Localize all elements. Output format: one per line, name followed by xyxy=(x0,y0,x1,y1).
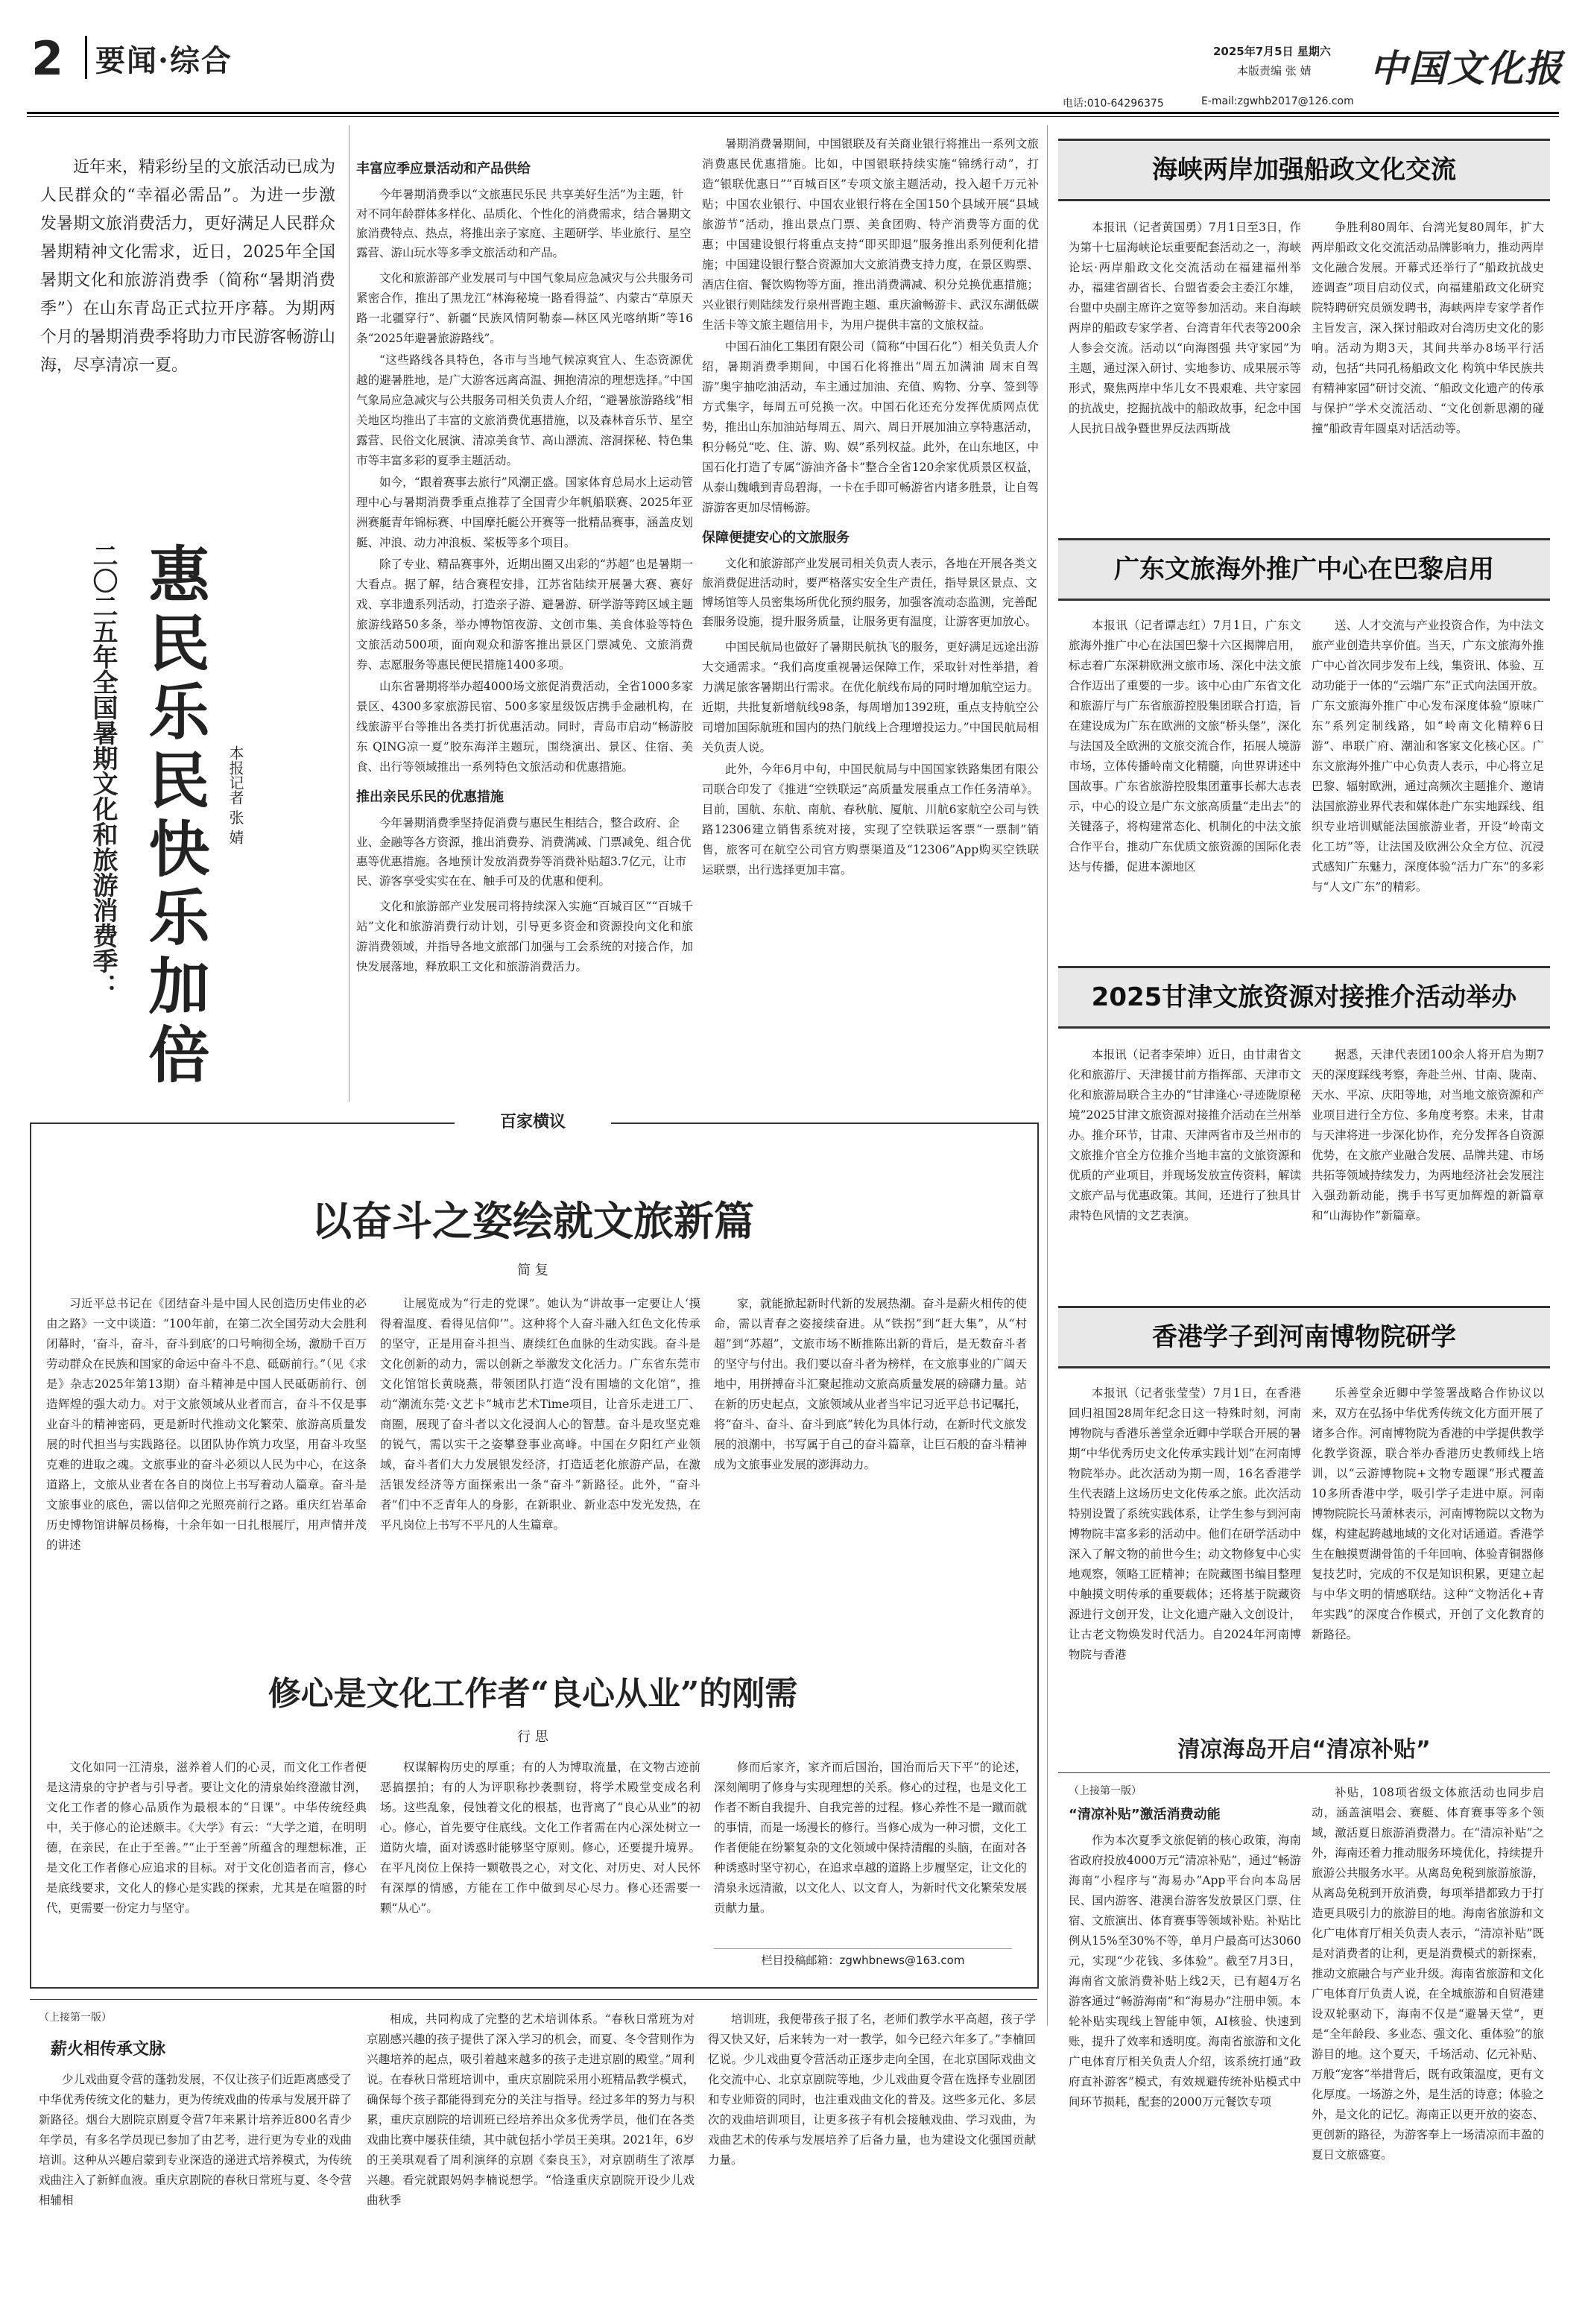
lead-intro xyxy=(40,154,335,511)
paragraph: 家，就能掀起新时代新的发展热潮。奋斗是薪火相传的使命，需以青春之姿接续奋进。从“铁拐”到“赶大集”，从“村超”到“苏超”，文旅市场不断推陈出新的背后，是无数奋斗者的坚守与付出。我们要以奋斗者为榜样，在文旅事业的广阔天地中，用拼搏奋斗汇聚起推动文旅高质量发展的磅礴力量。站在新的历史起点，文旅领域从业者当牢记习近平总书记嘱托，将“奋斗、奋斗、奋斗到底”转化为具体行动，在新时代文旅发展的浪潮中，书写属于自己的奋斗篇章，让巨石般的奋斗精神成为文旅事业发展的澎湃动力。 xyxy=(714,1297,1027,1471)
subhead-supply-lead: 今年暑期消费季以“文旅惠民乐民 共享美好生活”为主题，针对不同年龄群体多样化、品质化、个性化的消费需求，结合暑期文旅消费特点、热点，将推出亲子家庭、主题研学、毕业旅行、星空露营、游山玩水等多季文旅活动和产品。 xyxy=(356,188,692,259)
bottom-col2 xyxy=(367,2009,695,2300)
continued-note: （上接第一版） xyxy=(1069,1785,1142,1797)
story-headline: 海峡两岸加强船政文化交流 xyxy=(1058,139,1550,201)
newspaper-logo: 中国文化报 xyxy=(1370,46,1563,90)
paragraph: 据悉，天津代表团100余人将开启为期7天的深度踩线考察，奔赴兰州、甘南、陇南、天水、平凉、庆阳等地，对当地文旅资源和产业项目进行全方位、多角度考察。未来，甘肃与天津将进一步深化协作，充分发挥各自资源优势，在文旅产业融合发展、品牌共建、市场共拓等领域持续发力，为两地经济社会发展注入强劲新动能，携手书写更加辉煌的新篇章和“山海协作”新篇章。 xyxy=(1312,1048,1544,1222)
paragraph: 让展览成为“行走的党课”。她认为“讲故事一定要让人‘摸得着温度、看得见信仰’”。这种将个人奋斗融入红色文化传承的坚守，正是用奋斗担当、赓续红色血脉的生动实践。奋斗是文化创新的动力，需以创新之举激发文化活力。广东省东莞市文化馆馆长黄晓燕，带领团队打造“没有围墙的文化馆”，推动“潮流东莞·文艺卡”城市艺术Time项目，让音乐走进工厂、商圈，展现了奋斗者以文化浸润人心的智慧。奋斗是攻坚克难的锐气，需以实干之姿攀登事业高峰。中国在夕阳红产业领域，奋斗者们大力发展银发经济，打造适老化旅游产品，在激活银发经济等方面探索出一条“奋斗”新路径。此外，“奋斗者”们中不乏青年人的身影，在新职业、新业态中发光发热，在平凡岗位上书写不平凡的人生篇章。 xyxy=(380,1297,700,1532)
paragraph: 此外，今年6月中旬，中国民航局与中国国家铁路集团有限公司联合印发了《推进“空铁联运”高质量发展重点工作任务清单》。目前，国航、东航、南航、春秋航、厦航、川航6家航空公司与铁路12306建立销售系统对接，实现了空铁联运客票“一票制”销售，旅客可在航空公司官方购票渠道及“12306”App购买空铁联运联票，出行选择更加丰富。 xyxy=(702,762,1039,877)
paragraph: 习近平总书记在《团结奋斗是中国人民创造历史伟业的必由之路》一文中谈道：“100年前，在第二次全国劳动大会胜利闭幕时，‘奋斗，奋斗，奋斗到底’的口号响彻全场，激励千百万劳动群众在民族和国家的命运中奋斗不息、砥砺前行。”（见《求是》杂志2025年第13期）奋斗精神是中国人民砥砺前行、创造辉煌的强大动力。对于文旅领域从业者而言，奋斗不仅是事业奋斗的精神密码，更是新时代推动文化繁荣、旅游高质量发展的时代担当与实践路径。以团队协作筑力攻坚，用奋斗攻坚克难的进取之魂。文旅事业的奋斗必须以人民为中心，在这条道路上，文旅从业者在各自的岗位上书写着动人篇章。奋斗是文旅事业的底色，需以信仰之光照亮前行之路。重庆红岩革命历史博物馆讲解员杨梅，十余年如一日扎根展厅，用声情并茂的讲述 xyxy=(46,1297,367,1552)
paragraph: 修而后家齐，家齐而后国治，国治而后天下平”的论述，深刻阐明了修身与实现理想的关系。修心的过程，也是文化工作者不断自我提升、自我完善的过程。修心养性不是一蹴而就的事情，而是一场漫长的修行。当修心成为一种习惯，文化工作者便能在纷繁复杂的文化领域中保持清醒的头脑，在面对各种诱惑时坚守初心，在追求卓越的道路上步履坚定，让文化的清泉永远清澈，以文化人、以文育人，为新时代文化繁荣发展贡献力量。 xyxy=(714,1761,1027,1915)
paragraph: 除了专业、精品赛事外，近期出圈又出彩的“苏超”也是暑期一大看点。据了解，结合赛程安排，江苏省陆续开展暑大赛、赛好戏、享非遗系列活动，打造亲子游、避暑游、研学游等跨区域主题旅游线路50多条，举办博物馆夜游、文创市集、美食体验等特色文旅活动500项，面向观众和游客推出景区门票减免、文旅消费券、志愿服务等惠民便民措施1400多项。 xyxy=(356,558,693,672)
paragraph: 补贴，108项省级文体旅活动也同步启动，涵盖演唱会、赛艇、体育赛事等多个领域，激活夏日旅游消费潜力。在“清凉补贴”之外，海南还着力推动服务环境优化，持续提升旅游公共服务水平。从离岛免税到旅游旅游，从离岛免税到开放消费，每项举措都致力于打造更具吸引力的旅游目的地。海南省旅游和文化广电体育厅相关负责人表示，“清凉补贴”既是对消费者的让利，更是消费模式的新探索，推动文旅融合与产业升级。海南省旅游和文化广电体育厅负责人说，在全城旅游和自贸港建设双轮驱动下，海南不仅是“避暑天堂”，更是“全年龄段、多业态、强文化、重体验”的旅游目的地。这个夏天，千场活动、亿元补贴、万般“宠客”举措背后，既有政策温度，更有文化厚度。一场游之外，是生活的诗意；体验之外，是文化的记忆。海南正以更开放的姿态、更创新的路径，为游客奉上一场清凉而丰盈的夏日文旅盛宴。 xyxy=(1312,1786,1544,2162)
hainan-col1 xyxy=(1069,1783,1301,2305)
story-body xyxy=(1069,616,1301,944)
main-byline: 本报记者 张 婧 xyxy=(227,745,244,844)
story-body xyxy=(1312,616,1544,944)
story-headline: 广东文旅海外推广中心在巴黎启用 xyxy=(1058,538,1550,601)
main-story-col1 xyxy=(356,149,693,1111)
divider xyxy=(1047,125,1048,2026)
paragraph: 少儿戏曲夏令营的蓬勃发展，不仅让孩子们近距离感受了中华优秀传统文化的魅力，更为传统戏曲的传承与发展开辟了新路径。烟台大剧院京剧夏令营7年来累计培养近800名青少年学员，有多名学员现已参加了由艺考，进行更为专业的戏曲培训。这种从兴趣启蒙到专业深造的递进式培养模式，为传统戏曲注入了新鲜血液。重庆京剧院的春秋日常班与夏、冬令营相辅相 xyxy=(39,2073,352,2207)
paragraph: 中国民航局也做好了暑期民航执飞的服务，更好满足远途出游大交通需求。“我们高度重视暑运保障工作，采取针对性举措，着力满足旅客暑期出行需求。在优化航线布局的同时增加航空运力。近期，共批复新增航线98条，每周增加1392班，重点支持航空公司增加国际航班和国内的热门航线上合理增投运力。”中国民航局相关负责人说。 xyxy=(702,640,1039,754)
editors: 本版责编 张 婧 xyxy=(1237,64,1312,78)
paragraph: 相成，共同构成了完整的艺术培训体系。“春秋日常班为对京剧感兴趣的孩子提供了深入学习的机会，而夏、冬令营则作为兴趣培养的起点，吸引着越来越多的孩子走进京剧的殿堂。”周利说。在春秋日常班培训中，重庆京剧院采用小班精品教学模式，确保每个孩子都能得到充分的关注与指导。经过多年的努力与积累，重庆京剧院的培训班已经培养出众多优秀学员，他们在各类戏曲比赛中屡获佳绩，其中就包括小学员王美琪。2021年，6岁的王美琪观看了周利演绎的京剧《秦良玉》，对京剧萌生了浓厚兴趣。看完就跟妈妈李楠说想学。“恰逢重庆京剧院开设少儿戏曲秋季 xyxy=(367,2012,695,2207)
main-story-col2 xyxy=(702,134,1039,1111)
paragraph: 本报讯（记者李荣坤）近日，由甘肃省文化和旅游厅、天津援甘前方指挥部、天津市文化和旅游局联合主办的“甘津逢心·寻迹陇原秘境”2025甘津文旅资源对接推介活动在兰州举办。推介环节，甘肃、天津两省市及兰州市的文旅推介官全方位推介当地丰富的文旅资源和优质的产业项目，并现场发放宣传资料，解读文旅产品与优惠政策。其间，还进行了独具甘肃特色风情的文艺表演。 xyxy=(1069,1048,1301,1222)
paragraph: 暑期消费暑期间，中国银联及有关商业银行将推出一系列文旅消费惠民优惠措施。比如，中国银联持续实施“锦绣行动”，打造“银联优惠日”“百城百区”专项文旅主题活动，投入超千万元补贴；中国农业银行、中国农业银行将在全国150个县域开展“县域旅游节”活动，推出景点门票、美食团购、特产消费等方面的优惠；中国建设银行将重点支持“即买即退”服务推出系列便利化措施；中国建设银行整合资源加大文旅消费支持力度，在景区购票、酒店住宿、餐饮购物等方面，推出消费满减、积分兑换优惠措施；兴业银行则陆续发行泉州晋跑主题、重庆渝畅游卡、武汉东湖低碳生活卡等文旅主题信用卡，为用户提供丰富的文旅权益。 xyxy=(702,137,1039,332)
opinion-email: 栏目投稿邮箱：zgwhbnews@163.com xyxy=(714,1948,1012,1968)
continued-note: （上接第一版） xyxy=(39,2012,112,2024)
opinion1-col xyxy=(714,1294,1027,1611)
contact-phone: 电话:010-64296375 xyxy=(1063,98,1164,110)
hainan-col2 xyxy=(1312,1783,1544,2305)
story-body xyxy=(1069,1045,1301,1291)
paragraph: 文化如同一江清泉，滋养着人们的心灵，而文化工作者便是这清泉的守护者与引导者。要让文化的清泉始终澄澈甘洌，文化工作者的修心品质作为最根本的“日课”。中华传统经典中，关于修心的论述颇丰。《大学》有云：“大学之道，在明明德，在亲民，在止于至善。”“止于至善”所蕴含的理想标准，正是文化工作者修心应追求的目标。对于文化创造者而言，修心是底线要求，文化人的修心是实践的探索，尤其是在喧嚣的时代，更需要一份定力与坚守。 xyxy=(46,1761,367,1915)
section-title: 要闻·综合 xyxy=(95,43,232,78)
opinion2-col xyxy=(46,1758,367,1975)
paragraph: 乐善堂余近卿中学签署战略合作协议以来，双方在弘扬中华优秀传统文化方面开展了诸多合作。河南博物院为香港的中学提供教学化教学资源，联合举办香港历史教师线上培训，以“云游博物院+文物专题课”形式覆盖10多所香港中学，吸引学子走进中原。河南博物院院长马萧林表示，河南博物院以文物为媒，构建起跨越地域的文化对话通道。香港学生在触摸贾湖骨笛的千年回响、体验青铜器修复技艺时，完成的不仅是知识积累，更建立起与中华文明的情感联结。这种“文物活化+青年实践”的深度合作模式，开创了文化教育的新路径。 xyxy=(1312,1386,1544,1641)
paragraph: 如今，“跟着赛事去旅行”风潮正盛。国家体育总局水上运动管理中心与暑期消费季重点推荐了全国青少年帆船联赛、2025年亚洲赛艇青年锦标赛、中国摩托艇公开赛等一批精品赛事，涵盖皮划艇、冲浪、动力冲浪板、桨板等多个项目。 xyxy=(356,476,693,549)
page-number-divider xyxy=(85,36,87,79)
subhead-services: 保障便捷安心的文旅服务 xyxy=(702,530,850,546)
paragraph: 争胜利80周年、台湾光复80周年，扩大两岸船政文化交流活动品牌影响力，推动两岸文化融合发展。开幕式还举行了“船政抗战史迹调查”项目启动仪式，向福建船政文化研究院特聘研究员颁发聘书，海峡两岸专家学者作主旨发言，深入探讨船政对台湾历史文化的影响。活动为期3天，其间共举办8场平行活动，包括“共同孔杨船政文化 构筑中华民族共有精神家园”研讨交流、“船政文化遗产的传承与保护”学术交流活动、“文化创新思潮的碰撞”船政青年圆桌对话活动等。 xyxy=(1312,221,1544,435)
page-number: 2 xyxy=(31,31,64,86)
masthead-rule-thin xyxy=(27,116,1559,117)
paragraph: 本报讯（记者谭志红）7月1日，广东文旅海外推广中心在法国巴黎十六区揭牌启用，标志着广东深耕欧洲文旅市场、深化中法文旅合作迈出了重要的一步。该中心由广东省文化和旅游厅与广东省旅游控股集团联合打造，旨在建设成为广东在欧洲的文旅“桥头堡”，深化与法国及全欧洲的文旅交流合作，拓展人境游市场，立体传播岭南文化精髓，向世界讲述中国故事。广东省旅游控股集团董事长郝大志表示，中心的设立是广东文旅高质量“走出去”的关键落子，将构建常态化、机制化的中法文旅合作平台，推动广东优质文旅资源的国际化表达与传播，促进本源地区 xyxy=(1069,619,1301,874)
lead-intro-text: 近年来，精彩纷呈的文旅活动已成为人民群众的“幸福必需品”。为进一步激发暑期文旅消费活力，更好满足人民群众暑期精神文化需求，近日，2025年全国暑期文化和旅游消费季（简称“暑期消费季”）在山东青岛正式拉开序幕。为期两个月的暑期消费季将助力市民游客畅游山海，尽享清凉一夏。 xyxy=(40,158,335,375)
paragraph: 文化和旅游部产业发展司将持续深入实施“百城百区”“百城千站”文化和旅游消费行动计划，引导更多资金和资源投向文化和旅游消费领域，并指导各地文旅部门加强与工会系统的对接合作，加快发展落地，释放职工文化和旅游消费活力。 xyxy=(356,900,693,973)
bottom-rule xyxy=(30,1999,1037,2000)
paragraph: 本报讯（记者黄国勇）7月1日至3日，作为第十七届海峡论坛重要配套活动之一，海峡论坛·两岸船政文化交流活动在福建福州举办，福建省副省长、台盟省委会主委江尔雄，台盟中央副主席许之宽等参加活动。来自海峡两岸的船政专家学者、台湾青年代表等200余人参会交流。活动以“向海图强 共守家园”为主题，通过深入研讨、实地参访、成果展示等形式，聚焦两岸中华儿女不畏艰难、共守家园的抗战史，挖掘抗战中的船政故事，纪念中国人民抗日战争暨世界反法西斯战 xyxy=(1069,221,1301,435)
contact-email: E-mail:zgwhb2017@126.com xyxy=(1201,95,1354,107)
story-headline: 2025甘津文旅资源对接推介活动举办 xyxy=(1058,966,1550,1029)
issue-date: 2025年7月5日 星期六 xyxy=(1213,45,1331,58)
paragraph: 文化和旅游部产业发展司与中国气象局应急减灾与公共服务司紧密合作，推出了黑龙江“林海秘境一路看得益”、内蒙古“草原天路一北疆穿行”、新疆“民族风情阿勒泰—林区风光喀纳斯”等16条“2025年避暑旅游路线”。 xyxy=(356,271,693,345)
paragraph: 培训班，我便带孩子报了名，老师们教学水平高超，孩子学得又快又好，后来转为一对一教学，如今已经六年多了。”李楠回忆说。少儿戏曲夏令营活动正逐步走向全国，在北京国际戏曲文化交流中心、北京京剧院等地，少儿戏曲夏令营在选择专业剧团和专业师资的同时，也注重戏曲文化的普及。这些多元化、多层次的戏曲培训项目，让更多孩子有机会接触戏曲、学习戏曲，为戏曲艺术的传承与发展培养了后备力量，也为建设文化强国贡献力量。 xyxy=(708,2012,1036,2167)
opinion-author-2: 行 思 xyxy=(517,1729,548,1745)
opinion2-col xyxy=(380,1758,700,1975)
main-kicker: 二〇二五年全国暑期文化和旅游消费季： xyxy=(88,543,118,999)
story-body xyxy=(1312,218,1544,531)
story-headline: 香港学子到河南博物院研学 xyxy=(1058,1306,1550,1368)
subhead-discounts: 推出亲民乐民的优惠措施 xyxy=(356,789,504,805)
paragraph: 中国石油化工集团有限公司（简称“中国石化”）相关负责人介绍，暑期消费季期间，中国石化将推出“周五加满油 周末自驾游”奥宇抽吃油活动，车主通过加油、充值、购物、分享、签到等方式集字，每周五可兑换一次。中国石化还充分发挥优质网点优势，推出山东加油站每周五、周六、周日开展加油立享特惠活动，积分畅兑“吃、住、游、购、娱”系列权益。此外，在山东地区，中国石化打造了专属“游油齐备卡”整合全省120余家优质景区权益，从泰山魏峨到青岛碧海，一卡在手即可畅游省内诸多胜景，让自驾游游客更加尽情畅游。 xyxy=(702,340,1039,514)
bottom-col1 xyxy=(39,2009,352,2300)
bottom-col3 xyxy=(708,2009,1036,2300)
paragraph: 作为本次夏季文旅促销的核心政策，海南省政府投放4000万元“清凉补贴”，通过“畅游海南”小程序与“海易办”App平台向本岛居民、国内游客、港澳台游客发放景区门票、住宿、文旅演出、体育赛事等领域补贴。补贴比例从15%至30%不等，单月户最高可达3060元，实现“少花钱、多体验”。截至7月3日，海南省文旅消费补贴上线2天，已有超4万名游客通过“畅游海南”和“海易办”注册申领。本轮补贴实现线上智能申领，AI核验、快速到账，提升了效率和透明度。海南省旅游和文化广电体育厅相关负责人介绍，该系统打通“政府直补游客”模式，有效规避传统补贴模式中间环节损耗，配套的2000万元餐饮专项 xyxy=(1069,1834,1301,2109)
story-body xyxy=(1312,1045,1544,1291)
paragraph: 山东省暑期将举办超4000场文旅促消费活动，全省1000多家景区、4300多家旅游民宿、500多家星级饭店携手金融机构，在线旅游平台等推出各类打折优惠活动。同时，青岛市启动“畅游胶东 QING凉一夏”胶东海洋主题玩，围绕演出、景区、住宿、美食、出行等领域推出一系列特色文旅活动和优惠措施。 xyxy=(356,680,693,774)
hainan-rule xyxy=(1058,1772,1550,1773)
masthead-rule xyxy=(27,112,1559,114)
paragraph: 权谋解构历史的厚重；有的人为博取流量，在文物古迹前恶搞摆拍；有的人为评职称抄袭剽窃，将学术殿堂变成名利场。这些乱象，侵蚀着文化的根基，也背离了“良心从业”的初心。修心，首先要守住底线。文化工作者需在内心深处树立一道防火墙，面对诱惑时能够坚守原则。修心，还要提升境界。在平凡岗位上保持一颗敬畏之心，对文化、对历史、对人民怀有深厚的情感，方能在工作中做到尽心尽力。修心还需要一颗“从心”。 xyxy=(380,1761,700,1915)
paragraph: 本报讯（记者张莹莹）7月1日，在香港回归祖国28周年纪念日这一特殊时刻，河南博物院与香港乐善堂余近卿中学联合开展的暑期“中华优秀历史文化传承实践计划”在河南博物院举办。此次活动为期一周，16名香港学生代表踏上这场历史文化传承之旅。此次活动特别设置了系统实践体系，让学生参与到河南博物院丰富多彩的活动中。他们在研学活动中深入了解文物的前世今生；动文物修复中心实地观察，领略工匠精神；在院藏图书编目整理中触摸文明传承的重要载体；还将基于院藏资源进行文创开发，让文化遗产融入文创设计，让古老文物焕发时代活力。自2024年河南博物院与香港 xyxy=(1069,1386,1301,1661)
opinion1-col xyxy=(380,1294,700,1611)
paragraph: “这些路线各具特色，各市与当地气候凉爽宜人、生态资源优越的避暑胜地，是广大游客远离高温、拥抱清凉的理想选择。”中国气象局应急减灾与公共服务司相关负责人介绍，“避暑旅游路线”相关地区均推出了丰富的文旅消费优惠措施，以及森林音乐节、星空露营、民俗文化展演、清凉美食节、高山漂流、溶洞探秘、特色集市等丰富多彩的夏季主题活动。 xyxy=(356,353,693,467)
opinion-title-1: 以奋斗之姿绘就文旅新篇 xyxy=(311,1197,754,1245)
opinion1-col xyxy=(46,1294,367,1611)
opinion2-col xyxy=(714,1758,1027,1936)
opinion-title-2: 修心是文化工作者“良心从业”的刚需 xyxy=(268,1675,798,1713)
story-body xyxy=(1069,218,1301,531)
bottom-headline: 薪火相传承文脉 xyxy=(51,2040,166,2059)
opinion-label: 百家横议 xyxy=(455,1111,611,1134)
main-headline: 惠民乐民快乐加倍 xyxy=(139,543,209,1091)
opinion-author-1: 简 复 xyxy=(517,1263,548,1278)
subhead-discounts-lead: 今年暑期消费季坚持促消费与惠民生相结合，整合政府、企业、金融等各方资源，推出消费券、消费满减、门票减免、组合优惠等优惠措施。各地预计发放消费券等消费补贴超3.7亿元，让市民、游客享受实实在在、触手可及的优惠和便利。 xyxy=(356,816,692,888)
hainan-subhead: “清凉补贴”激活消费动能 xyxy=(1069,1807,1221,1822)
subhead-supply: 丰富应季应景活动和产品供给 xyxy=(356,161,531,177)
story-body xyxy=(1069,1383,1301,1711)
paragraph: 送、人才交流与产业投资合作，为中法文旅产业创造共享价值。当天，广东文旅海外推广中心首次同步发布上线，集资讯、体验、互动功能于一体的“云端广东”正式向法国开放。广东文旅海外推广中心发布深度体验“原味广东”系列定制线路，如“岭南文化精粹6日游”、串联广府、潮汕和客家文化核心区。广东文旅海外推广中心负责人表示，中心将立足巴黎、辐射欧洲，通过高频次主题推介、邀请法国旅游业界代表和媒体赴广东实地踩线、组织专业培训赋能法国旅游业者，开设“岭南文化工坊”等，让法国及欧洲公众全方位、沉浸式感知广东魅力，深度体验“活力广东”的多彩与“人文广东”的精彩。 xyxy=(1312,619,1544,894)
hainan-headline: 清凉海岛开启“清凉补贴” xyxy=(1177,1737,1431,1763)
story-body xyxy=(1312,1383,1544,1711)
subhead-services-lead: 文化和旅游部产业发展司相关负责人表示，各地在开展各类文旅消费促进活动时，要严格落实安全生产责任，指导景区景点、文博场馆等人员密集场所优化预约服务，加强客流动态监测，完善配套服务设施，提升服务质量，让服务更有温度，让游客更加放心。 xyxy=(702,557,1037,628)
